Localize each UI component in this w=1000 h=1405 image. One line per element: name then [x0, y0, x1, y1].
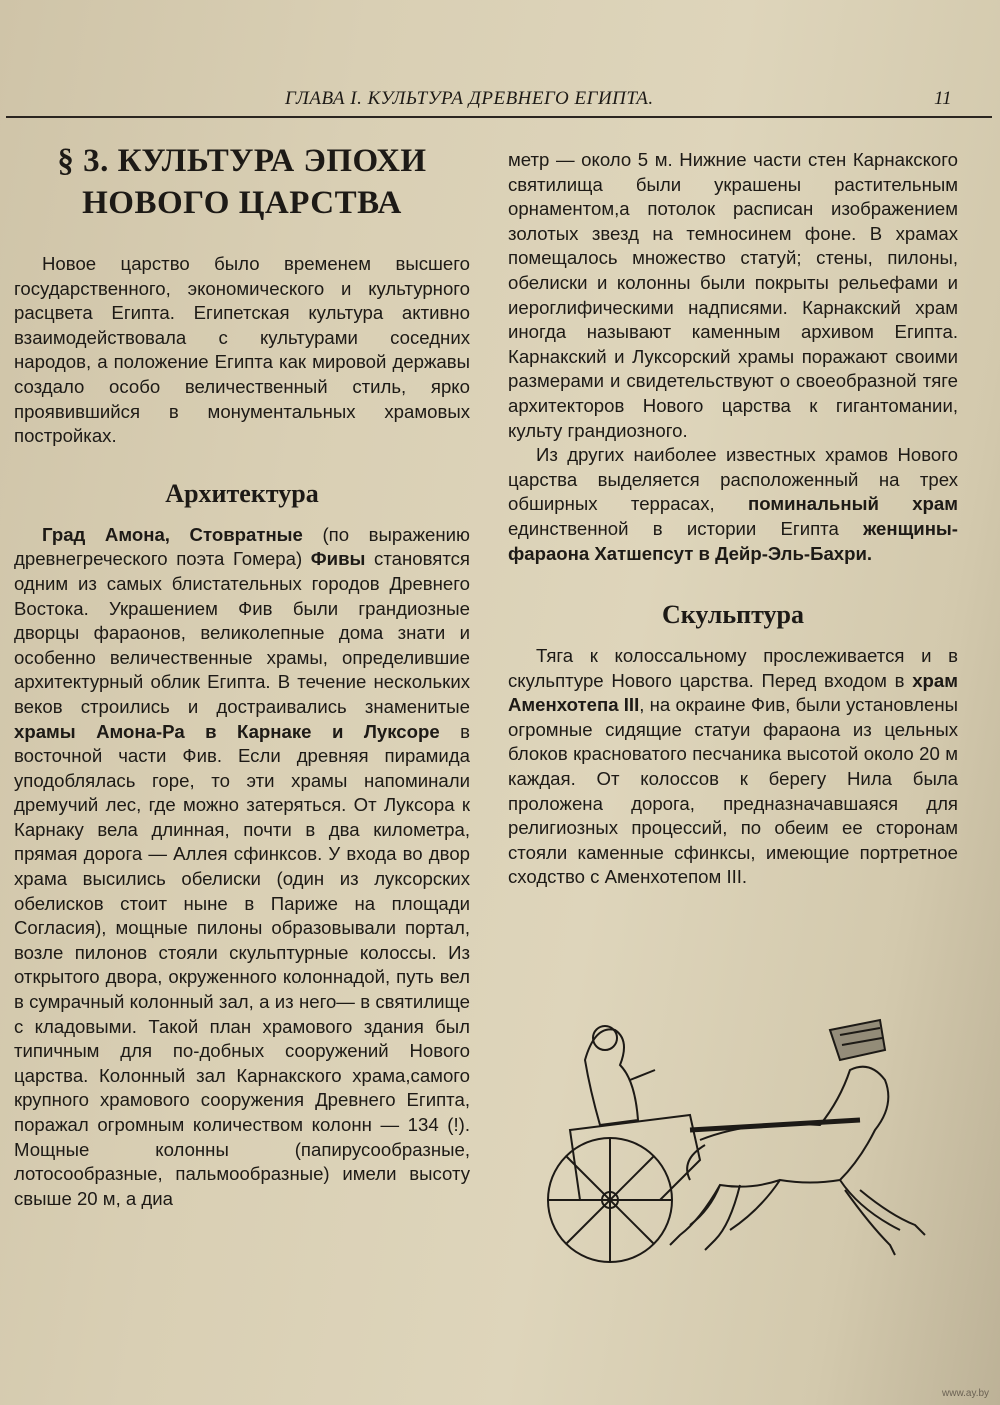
text-run: Из других наиболее известных храмов Нового царства выделяется расположенный на трех обширных террасах, [508, 444, 958, 515]
sculpture-paragraph [508, 644, 958, 890]
section-title-line2: НОВОГО ЦАРСТВА [82, 185, 402, 221]
bold-phrase: Град Амона, Стовратные [42, 523, 303, 545]
page-number: 11 [934, 88, 952, 109]
running-header [0, 82, 1000, 118]
intro-paragraph: Новое царство было временем высшего государственного, экономического и культурного расцвета Египта. Египетская культура активно взаимодействовала с культурами соседних народов, а положение Египта как мировой державы создало особо величественный стиль, ярко проявившийся в монументальных храмовых постройках. [14, 253, 470, 447]
text-run: единственной в истории Египта [508, 517, 864, 539]
chariot-illustration [540, 1010, 950, 1280]
bold-phrase: храм Аменхотепа III [508, 669, 958, 716]
bold-phrase: Фивы [310, 548, 366, 570]
text-run: (по выражению древнегреческого поэта Гомера) [14, 523, 470, 570]
horse-body [690, 1067, 900, 1230]
architecture-paragraph-continued: метр — около 5 м. Нижние части стен Карнакского святилища были украшены растительным орнаментом,а потолок расписан изображением золотых звезд на темносинем фоне. В храмах помещалось множество статуй; стены, пилоны, обелиски и колонны были покрыты рельефами и иероглифическими надписями. Карнакский храм иногда называют каменным архивом Египта. Карнакский и Луксорский храмы поражают своими размерами и свидетельствуют о своеобразной тяге архитекторов Нового царства к гигантомании, культу грандиозного. [508, 149, 958, 441]
text-run: , на окраине Фив, были установлены огромные сидящие статуи фараона из цельных блоков красноватого песчаника высотой около 20 м каждая. От колоссов к берегу Нила была проложена дорога, предназначавшаяся для религиозных процессий, по обеим ее сторонам стояли каменные сфинксы, имеющие портретное сходство с Аменхотепом III. [508, 694, 958, 888]
horse-plume [830, 1020, 885, 1060]
right-column [508, 148, 958, 890]
hatshepsut-paragraph [508, 443, 958, 566]
bold-phrase: женщины-фараона Хатшепсут в Дейр-Эль-Бахри. [508, 517, 958, 564]
section-title-line1: § 3. КУЛЬТУРА ЭПОХИ [57, 143, 427, 179]
architecture-heading: Архитектура [165, 478, 319, 508]
text-run: становятся одним из самых блистательных городов Древнего Востока. Украшением Фив были грандиозные дворцы фараонов, великолепные дома знати и особенно величественные храмы, определившие архитектурный облик Египта. В течение нескольких веков строились и достраивались знаменитые [14, 548, 470, 717]
text-run: в восточной части Фив. Если древняя пирамида уподоблялась горе, то эти храмы напоминали дремучий лес, где можно затеряться. От Луксора к Карнаку вела длинная, почти в два километра, прямая дорога — Аллея сфинксов. У входа во двор храма высились обелиски (один из луксорских обелисков стоит ныне в Париже на площади Согласия), мощные пилоны образовывали портал, возле пилонов стояли скульптурные колоссы. Из открытого двора, окруженного колоннадой, путь вел в сумрачный колонный зал, а из него— в святилище с кладовыми. Такой план храмового здания был типичным для по-добных сооружений Нового царства. Колонный зал Карнакского храма,самого крупного храмового сооружения Древнего Египта, поражал огромным количеством колонн — 134 (!). Мощные колонны (папирусообразные, лотосообразные, пальмообразные) имели высоту свыше 20 м, а диа [14, 720, 470, 1209]
watermark: www.ay.by [942, 1388, 990, 1399]
bold-phrase: храмы Амона-Ра в Карнаке и Луксоре [14, 720, 440, 742]
text-run: Тяга к колоссальному прослеживается и в скульптуре Нового царства. Перед входом в [508, 645, 958, 691]
bold-phrase: поминальный храм [748, 493, 959, 515]
driver-figure [585, 1029, 638, 1125]
left-column [14, 140, 470, 1211]
section-title [14, 140, 470, 224]
chariot-body [570, 1115, 700, 1200]
header-rule [6, 116, 992, 118]
sculpture-heading: Скульптура [662, 600, 804, 630]
architecture-paragraph [14, 523, 470, 1212]
chapter-title: ГЛАВА I. КУЛЬТУРА ДРЕВНЕГО ЕГИПТА. [285, 88, 654, 109]
